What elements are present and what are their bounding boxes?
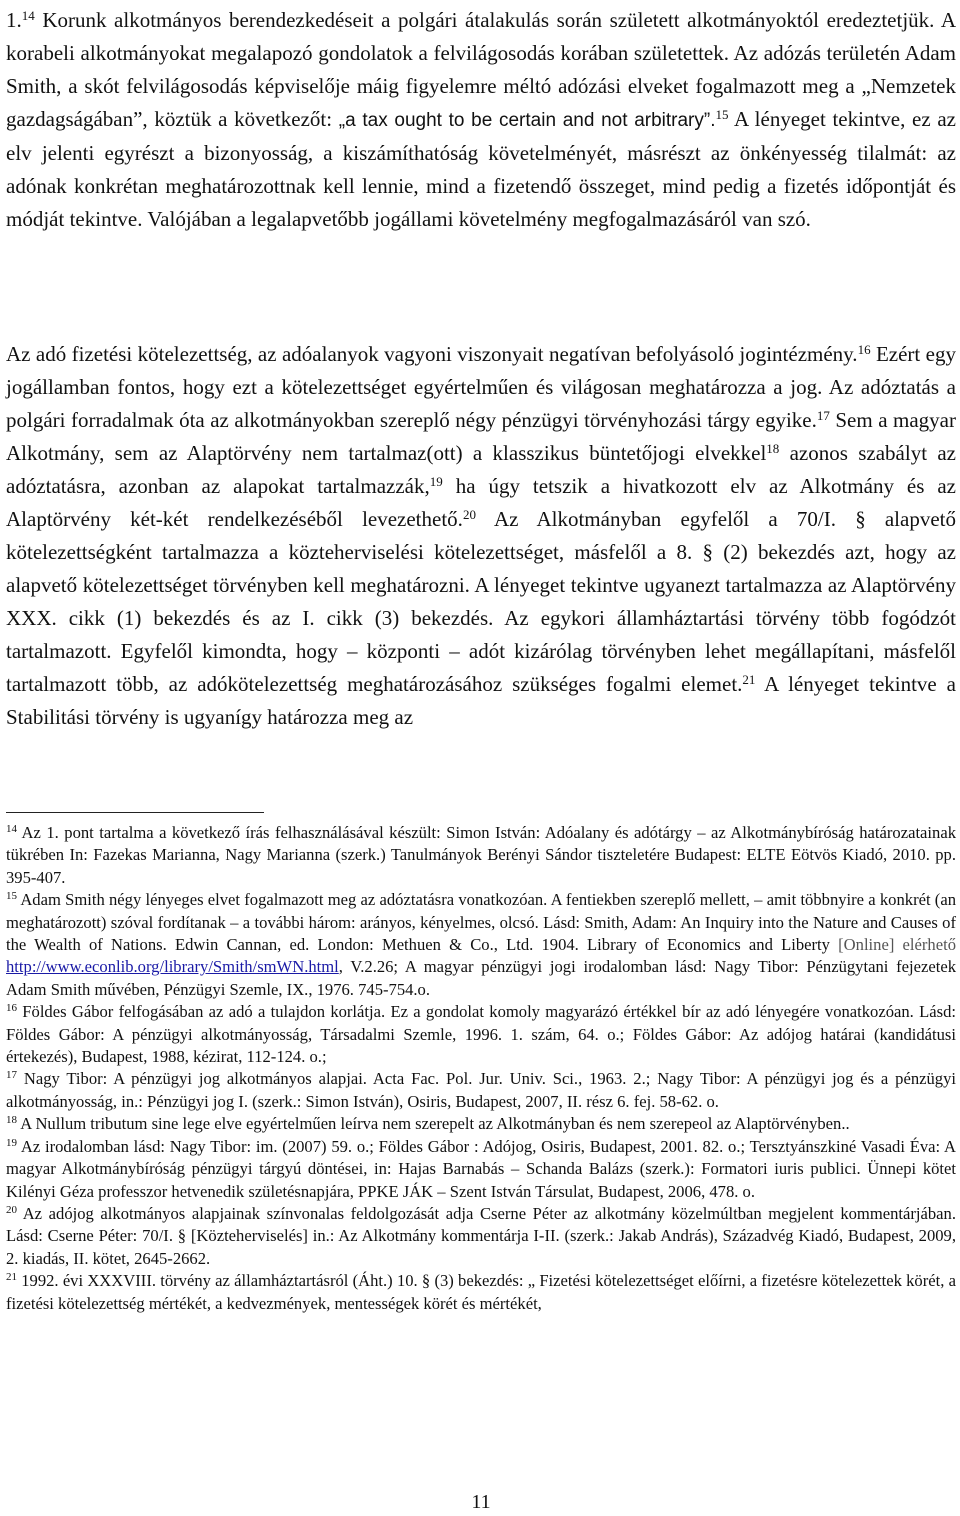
footnote-ref-21[interactable]: 21 xyxy=(742,672,756,687)
footnote-ref-19[interactable]: 19 xyxy=(429,474,443,489)
footnote-ref-15[interactable]: 15 xyxy=(715,107,729,122)
footnote-ref-14[interactable]: 14 xyxy=(21,8,35,23)
footnote-ref-20[interactable]: 20 xyxy=(462,507,476,522)
footnote-text: 1992. évi XXXVIII. törvény az államháztartásról (Áht.) 10. § (3) bekezdés: „ Fizetési kötelezettséget előírni, a fizetésre kötelezettek körét, a fizetési kötelezettség mértékét, a kedvezmények, mentességek körét és mértékét, xyxy=(6,1271,956,1313)
page-number: 11 xyxy=(471,1491,491,1513)
footnote-20 xyxy=(6,1203,956,1270)
footnote-21 xyxy=(6,1270,956,1315)
paragraph-2 xyxy=(6,338,956,734)
footnote-number: 14 xyxy=(6,823,17,835)
econlib-link[interactable]: http://www.econlib.org/library/Smith/smWN.html xyxy=(6,957,339,977)
paragraph-text: azonos szabályt az adóztatásra, azonban az alapokat tartalmazzák, xyxy=(6,441,956,498)
paragraph-text: Az adó fizetési kötelezettség, az adóalanyok vagyoni viszonyait negatívan befolyásoló jogintézmény. xyxy=(6,342,858,366)
footnote-text: A Nullum tributum sine lege elve egyértelműen leírva nem szerepelt az Alkotmányban és nem szerepeol az Alaptörvényben.. xyxy=(17,1114,850,1134)
footnote-number: 18 xyxy=(6,1114,17,1127)
section-number: 1. xyxy=(6,8,22,32)
paragraph-1 xyxy=(6,4,956,236)
footnote-ref-16[interactable]: 16 xyxy=(857,342,871,357)
online-label: [Online] elérhető xyxy=(838,935,956,955)
paragraph-text: Az adózás területén Adam Smith, a skót felvilágosodás képviselője máig figyelemre méltó adózási elveket fogalmazott meg a „Nemzetek gazdagságában”, köztük a következőt: xyxy=(6,41,956,131)
footnote-ref-18[interactable]: 18 xyxy=(766,441,780,456)
paragraph-text: ha úgy tetszik a hivatkozott elv az Alkotmány és az Alaptörvény két-két rendelkezéséből levezethető. xyxy=(6,474,956,531)
footnote-ref-17[interactable]: 17 xyxy=(816,408,830,423)
paragraph-text: Sem a magyar Alkotmány, sem az Alaptörvény nem tartalmaz(ott) a klasszikus büntetőjogi elvekkel xyxy=(6,408,956,465)
paragraph-text: A lényeget tekintve a Stabilitási törvény is ugyanígy határozza meg az xyxy=(6,672,956,729)
paragraph-text: A lényeget tekintve, ez az elv jelenti egyrészt a bizonyosság, a kiszámíthatóság követelményét, másrészt az önkényesség tilalmát: az adónak konkrétan meghatározottnak kell lennie, mind a fizetendő összeget, mind pedig a fizetés időpontját és módját tekintve. Valójában a legalapvetőbb jogállami követelmény megfogalmazásáról van szó. xyxy=(6,107,956,231)
footnote-text: Az irodalomban lásd: Nagy Tibor: im. (2007) 59. o.; Földes Gábor : Adójog, Osiris, Budapest, 2001. 82. o.; Tersztyánszkiné Vasadi Éva: A magyar Alkotmánybíróság pénzügyi tárgyú döntései, in: Hajas Barnabás – Schanda Balázs (szerk.): Formatori iuris publici. Ünnepi kötet Kilényi Géza professzor hetvenedik születésnapjára, PPKE JÁK – Szent István Társulat, Budapest, 2006, 478. o. xyxy=(6,1136,956,1201)
footnote-19 xyxy=(6,1136,956,1203)
paragraph-text: Korunk alkotmányos berendezkedéseit a polgári átalakulás során született alkotmányoktól eredeztetjük. A korabeli alkotmányokat megalapozó gondolatok a felvilágosodás korában születettek. xyxy=(6,8,956,65)
footnote-text: Nagy Tibor: A pénzügyi jog alkotmányos alapjai. Acta Fac. Pol. Jur. Univ. Sci., 1963. 2.; Nagy Tibor: A pénzügyi jog és a pénzügyi alkotmányosság, in.: Pénzügyi jog I. (szerk.: Simon István), Osiris, Budapest, 2007, II. rész 6. fej. 58-62. o. xyxy=(6,1069,956,1111)
footnote-number: 20 xyxy=(6,1203,17,1216)
footnote-number: 16 xyxy=(6,1002,17,1015)
footnote-text: Az 1. pont tartalma a következő írás felhasználásával készült: Simon István: Adóalany és adótárgy – az Alkotmánybíróság határozatainak tükrében In: Fazekas Marianna, Nagy Marianna (szerk.) Tanulmányok Berényi Sándor tiszteletére Budapest: ELTE Eötvös Kiadó, 2010. pp. 395-407. xyxy=(6,823,956,887)
footnote-text: Az adójog alkotmányos alapjainak színvonalas feldolgozását adja Cserne Péter az alkotmány közelmúltban megjelent kommentárjában. Lásd: Cserne Péter: 70/I. § [Közteherviselés] in.: Az Alkotmány kommentárja I-II. (szerk.: Jakab András), Századvég Kiadó, Budapest, 2009, 2. kiadás, II. kötet, 2645-2662. xyxy=(6,1203,956,1268)
footnote-text: , V.2.26; A magyar pénzügyi jogi irodalomban lásd: Nagy Tibor: Pénzügytani fejezetek Adam Smith művében, Pénzügyi Szemle, IX., 1976. 745-754.o. xyxy=(6,957,956,999)
paragraph-text: Az Alkotmányban egyfelől a 70/I. § alapvető kötelezettségként tartalmazza a közteherviselési kötelezettséget, másfelől a 8. § (2) bekezdés azt, hogy az alapvető kötelezettséget törvényben kell meghatározni. A lényeget tekintve ugyanezt tartalmazza az Alaptörvény XXX. cikk (1) bekezdés és az I. cikk (3) bekezdés. Az egykori államháztartási törvény több fogódzót tartalmazott. Egyfelől kimondta, hogy – központi – adót kizárólag törvényben lehet megállapítani, másfelől tartalmazott több, az adókötelezettség meghatározásához szükséges fogalmi elemet. xyxy=(6,507,956,696)
footnote-separator xyxy=(6,812,264,813)
footnote-text: Adam Smith négy lényeges elvet fogalmazott meg az adóztatásra vonatkozóan. A fentiekben szereplő mellett, – amit többnyire a konkrét (an meghatározott) szóval fordítanak – a további három: arányos, kényelmes, olcsó. Lásd: Smith, Adam: An Inquiry into the Nature and Causes of the Wealth of Nations. Edwin Cannan, ed. London: Methuen & Co., Ltd. 1904. Library of Economics and Liberty xyxy=(6,890,956,955)
footnote-number: 19 xyxy=(6,1136,17,1149)
footnote-18 xyxy=(6,1113,956,1135)
footnote-16 xyxy=(6,1001,956,1068)
smith-quote: „a tax ought to be certain and not arbitrary”. xyxy=(338,110,716,131)
footnote-number: 15 xyxy=(6,890,17,903)
footnote-15 xyxy=(6,889,956,1001)
footnotes xyxy=(6,822,956,1315)
paragraph-text: Ezért egy jogállamban fontos, hogy ezt a kötelezettséget egyértelműen és világosan meghatározza a jog. Az adóztatás a polgári forradalmak óta az alkotmányokban szereplő négy pénzügyi törvényhozási tárgy egyike. xyxy=(6,342,956,432)
footnote-14 xyxy=(6,822,956,889)
footnote-number: 17 xyxy=(6,1069,17,1082)
footnote-17 xyxy=(6,1068,956,1113)
footnote-text: Földes Gábor felfogásában az adó a tulajdon korlátja. Ez a gondolat komoly magyarázó értékkel bír az adó lényegére vonatkozóan. Lásd: Földes Gábor: A pénzügyi alkotmányosság, Társadalmi Szemle, 1996. 1. szám, 64. o.; Földes Gábor: Az adójog határai (kandidátusi értekezés), Budapest, 1988, kézirat, 112-124. o.; xyxy=(6,1002,956,1067)
footnote-number: 21 xyxy=(6,1271,17,1284)
